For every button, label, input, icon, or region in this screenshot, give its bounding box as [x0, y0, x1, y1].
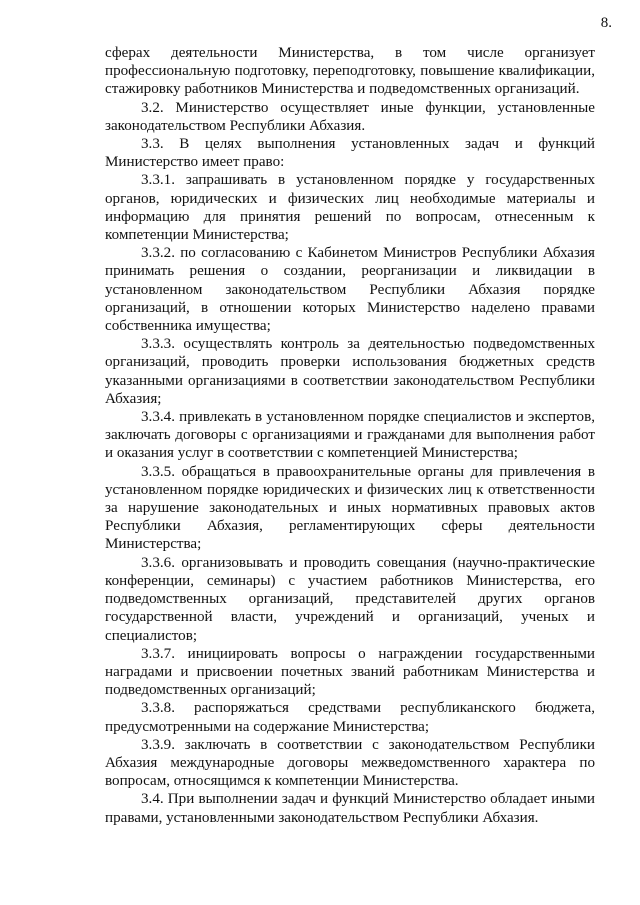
paragraph-3-3-5: 3.3.5. обращаться в правоохранительные органы для привлечения в установленном порядке юридических и физических лиц к ответственности за нарушение законодательных и иных нормативных правовых актов Республики Абхазия, регламентирующих сферы деятельности Министерства; — [105, 463, 595, 553]
page-number: 8. — [600, 15, 612, 31]
paragraph-3-3-3: 3.3.3. осуществлять контроль за деятельностью подведомственных организаций, проводить проверки использования бюджетных средств указанными организациями в соответствии законодательством Республики Абхазия; — [105, 336, 595, 407]
paragraph-3-3-8: 3.3.8. распоряжаться средствами республиканского бюджета, предусмотренными на содержание Министерства; — [105, 700, 595, 735]
paragraph-3-3-7: 3.3.7. инициировать вопросы о награждении государственными наградами и присвоении почетных званий работникам Министерства и подведомственных организаций; — [105, 645, 595, 699]
paragraph-3-2: 3.2. Министерство осуществляет иные функции, установленные законодательством Республики Абхазия. — [105, 99, 595, 134]
paragraph-3-3-6: 3.3.6. организовывать и проводить совещания (научно-практические конференции, семинары) с участием работников Министерства, его подведомственных организаций, представителей других органов государственной власти, учреждений и организаций, ученых и специалистов; — [105, 554, 595, 644]
paragraph-continuation: сферах деятельности Министерства, в том числе организует профессиональную подготовку, переподготовку, повышение квалификации, стажировку работников Министерства и подведомственных организаций. — [105, 45, 595, 98]
paragraph-3-3-1: 3.3.1. запрашивать в установленном порядке у государственных органов, юридических и физических лиц необходимые материалы и информацию для принятия решений по вопросам, отнесенным к компетенции Министерства; — [105, 172, 595, 244]
paragraph-3-3: 3.3. В целях выполнения установленных задач и функций Министерство имеет право: — [105, 136, 595, 171]
paragraph-3-3-9: 3.3.9. заключать в соответствии с законодательством Республики Абхазия международные договоры межведомственного характера по вопросам, относящимся к компетенции Министерства. — [105, 736, 595, 790]
paragraph-3-3-4: 3.3.4. привлекать в установленном порядке специалистов и экспертов, заключать договоры с организациями и гражданами для выполнения работ и оказания услуг в соответствии с компетенцией Министерства; — [105, 409, 595, 462]
paragraph-3-3-2: 3.3.2. по согласованию с Кабинетом Министров Республики Абхазия принимать решения о создании, реорганизации и ликвидации в установленном законодательством Республики Абхазия порядке организаций, в отношении которых Министерство наделено правами собственника имущества; — [105, 245, 595, 335]
paragraph-3-4: 3.4. При выполнении задач и функций Министерство обладает иными правами, установленными законодательством Республики Абхазия. — [105, 791, 595, 826]
document-body — [105, 44, 595, 827]
